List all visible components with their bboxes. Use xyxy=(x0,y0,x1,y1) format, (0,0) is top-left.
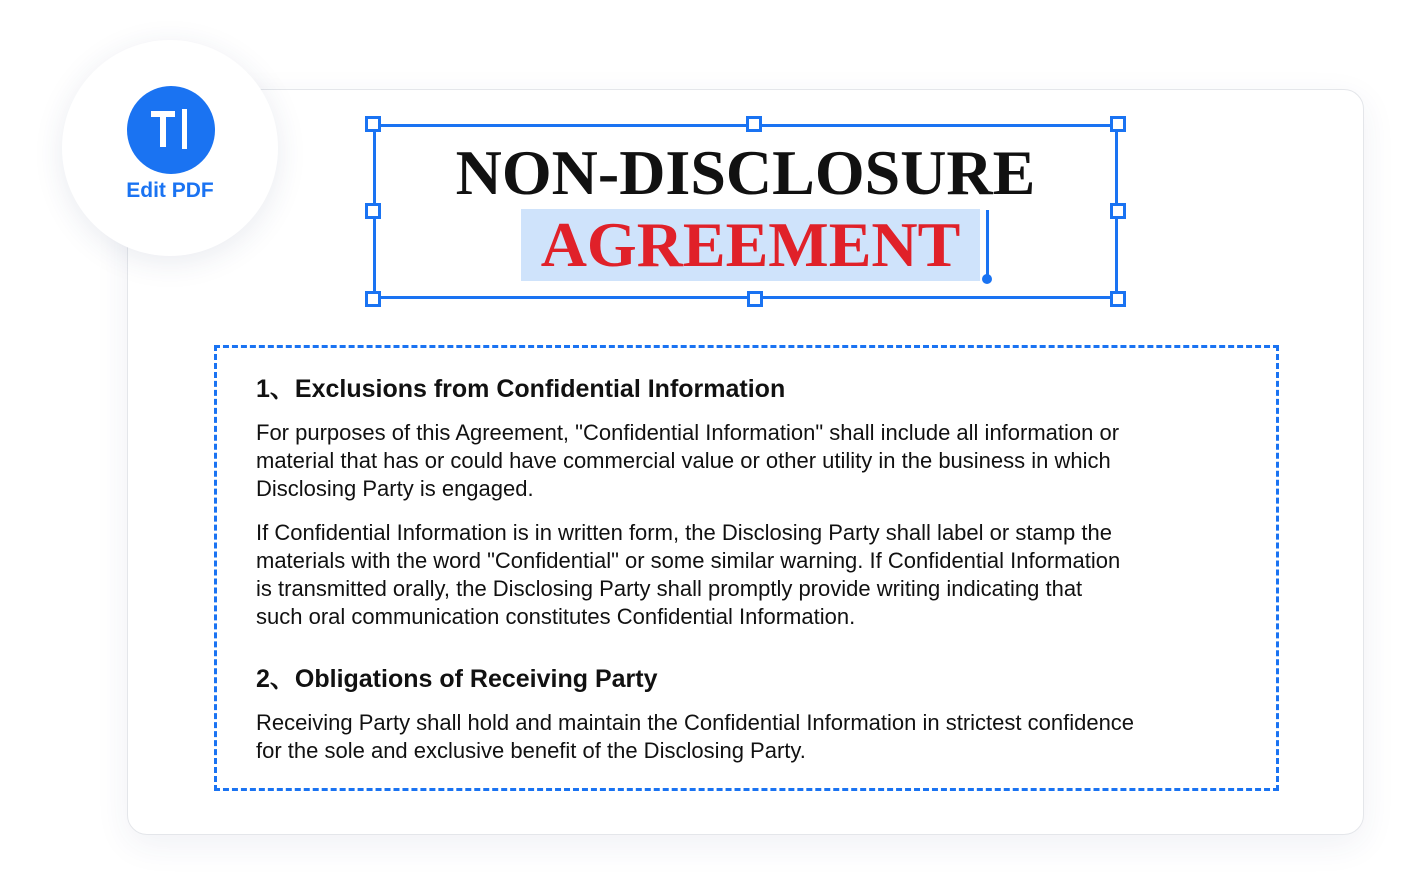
paragraph-line: is transmitted orally, the Disclosing Party shall promptly provide writing indicating that xyxy=(256,576,1083,601)
section-1-paragraph-2[interactable] xyxy=(256,519,1266,631)
paragraph-line: If Confidential Information is in written form, the Disclosing Party shall label or stamp the xyxy=(256,520,1112,545)
section-1-paragraph-1[interactable] xyxy=(256,419,1266,503)
resize-handle-top-center[interactable] xyxy=(746,116,762,132)
paragraph-line: materials with the word "Confidential" or some similar warning. If Confidential Information xyxy=(256,548,1121,573)
section-2-paragraph-1[interactable] xyxy=(256,709,1266,765)
document-title-line-2[interactable]: AGREEMENT xyxy=(540,209,961,280)
resize-handle-top-left[interactable] xyxy=(365,116,381,132)
edit-pdf-badge[interactable] xyxy=(62,40,278,256)
resize-handle-bottom-left[interactable] xyxy=(365,291,381,307)
section-1-heading[interactable]: 1、Exclusions from Confidential Information xyxy=(256,375,786,403)
paragraph-line: for the sole and exclusive benefit of the Disclosing Party. xyxy=(256,738,806,763)
text-cursor-icon xyxy=(127,86,215,174)
caret-handle[interactable] xyxy=(982,274,992,284)
document-title-line-1[interactable]: NON-DISCLOSURE xyxy=(455,137,1036,208)
paragraph-line: Receiving Party shall hold and maintain the Confidential Information in strictest confidence xyxy=(256,710,1135,735)
section-2-heading[interactable]: 2、Obligations of Receiving Party xyxy=(256,665,658,693)
resize-handle-top-right[interactable] xyxy=(1110,116,1126,132)
paragraph-line: For purposes of this Agreement, "Confidential Information" shall include all information or xyxy=(256,420,1120,445)
paragraph-line: Disclosing Party is engaged. xyxy=(256,476,534,501)
resize-handle-bottom-right[interactable] xyxy=(1110,291,1126,307)
resize-handle-bottom-center[interactable] xyxy=(747,291,763,307)
edit-pdf-label: Edit PDF xyxy=(126,179,214,202)
text-caret xyxy=(986,210,989,280)
paragraph-line: such oral communication constitutes Confidential Information. xyxy=(256,604,856,629)
paragraph-line: material that has or could have commercial value or other utility in the business in which xyxy=(256,448,1111,473)
